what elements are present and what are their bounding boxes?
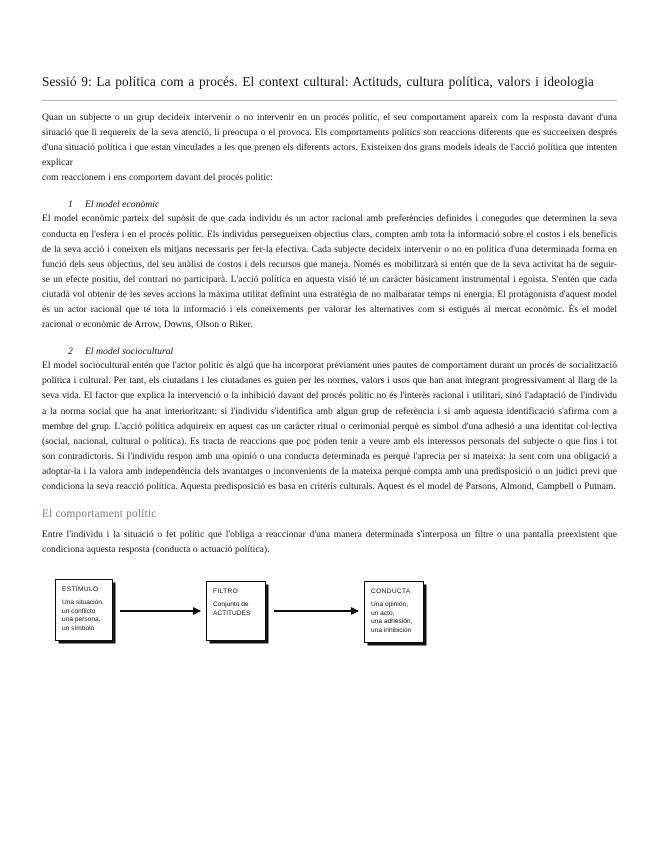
spacer xyxy=(42,185,617,199)
diagram-box-estimulo-line-1: Una situación, xyxy=(62,599,104,607)
model-2-heading xyxy=(42,346,617,357)
model-2-body: El model sociocultural entén que l'actor polític és algú que ha incorporat prèviament unes pautes de comportament durant un procés de socialització política i cultural. Per tant, els ciutadans i les ciutadanes es guien per les normes, valors i usos que han anat integrant progressivament al llarg de la seva vida. El factor que explica la intervenció o la inhibició davant del procés polític no és l'interès racional i utilitari, sinó l'adaptació de l'individu a la norma social que ha anat interioritzant: si l'individu s'identifica amb algun grup de referència i si amb aquesta identificació s'afirma com a membre del grup. L'acció política adquireix en aquest cas un caràcter ritual o cerimonial perquè es símbol d'una adhesió a una identitat col·lectiva (social, nacional, cultural o política). Es tracta de reaccions que poc poden tenir a veure amb els interessos personals del subjecte o que fins i tot son contradictoris. Si l'individu respon amb una opinió o una conducta determinada es perquè l'aprecia per si mateixa: la sent com una obligació a adoptar-la i la valora amb independència dels avantatges o inconvenients de la mateixa perquè compta amb una predisposició o un judici previ que condiciona la seva reacció política. Aquesta predisposició es basa en criteris culturals. Aquest és el model de Parsons, Almond, Campbell o Putnam. xyxy=(42,360,617,492)
model-1-number: 1 xyxy=(68,199,73,211)
list-item xyxy=(42,332,617,494)
diagram-box-conducta-line-3: una adhesión, xyxy=(371,618,413,626)
model-1-heading-label: El model econòmic xyxy=(85,199,160,211)
title-divider xyxy=(42,100,617,101)
diagram-box-filtro xyxy=(206,581,266,641)
diagram-arrow-right-icon xyxy=(120,610,200,611)
diagram-box-estimulo-line-3: una persona, xyxy=(62,616,101,624)
diagram-box-estimulo-line-4: un símbolo xyxy=(62,625,95,633)
diagram-box-conducta-line-1: Una opinión, xyxy=(371,601,409,609)
intro-paragraph: Quan un subjecte o un grup decideix intervenir o no intervenir en un procés polític, el seu comportament apareix com la resposta davant d'una situació que li requereix de la seva atenció, li preocupa o el provoca. Els comportaments polítics son reaccions diferents que es succeeixen després d'una situació política i que estan vinculades a les que prenen els diferents actors. Existeixen dos grans models ideals de l'acció política que intenten explicar xyxy=(42,112,617,169)
diagram-box-estimulo-title: ESTÍMULO xyxy=(62,586,99,594)
model-2-heading-label: El model sociocultural xyxy=(85,346,174,358)
spacer xyxy=(42,332,617,346)
list-item xyxy=(42,199,617,332)
diagram-box-estimulo-line-2: un conflicto xyxy=(62,607,96,615)
spacer xyxy=(42,520,617,527)
diagram-box-filtro-title: FILTRO xyxy=(213,588,239,596)
model-1-heading xyxy=(42,199,617,210)
process-diagram xyxy=(42,575,617,671)
model-1-body: El model econòmic parteix del supòsit de que cada individu és un actor racional amb preferències definides i conegudes que determinen la seva conducta en l'esfera i en el procés polític. Els individus persegueixen objectius clars, compten amb tota la informació sobre el costos i els beneficis de la seva acció i coneixen els mitjans necessaris per fer-la efectiva. Cada subjecte decideix intervenir o no en política d'una determinada forma en funció dels seus objectius, del seu anàlisi de costos i dels recursos que maneja. Només es mobilitzarà si entén que de la seva activitat ha de seguir-se un efecte positiu, del contrari no participarà. L'acció política en aquesta visió té un caràcter bàsicament instrumental i egoista. S'entén que cada ciutadà vol obtenir de les seves accions la màxima utilitat definint una estratègia de no malbaratar temps ni energia. El protagonista d'aquest model és un actor racional que té tota la informació i els coneixements per valorar les alternatives com si estigués al mercat econòmic. És el model racional o econòmic de Arrow, Downs, Olson o Riker. xyxy=(42,213,617,331)
section-heading-comportament: El comportament polític xyxy=(42,508,157,521)
spacer xyxy=(42,494,617,508)
page-title: Sessió 9: La política com a procés. El context cultural: Actituds, cultura política, valors i ideologia xyxy=(42,74,594,89)
diagram-box-conducta-line-4: una inhibición xyxy=(371,627,412,635)
models-list xyxy=(42,199,617,494)
diagram-box-filtro-line-2: ACTITUDES xyxy=(213,609,251,617)
diagram-box-conducta-title: CONDUCTA xyxy=(371,588,411,596)
diagram-box-filtro-line-1: Conjunto de xyxy=(213,601,249,609)
diagram-box-conducta xyxy=(364,581,424,643)
diagram-box-estimulo xyxy=(55,579,113,641)
diagram-box-conducta-line-2: un acto, xyxy=(371,609,395,617)
model-2-number: 2 xyxy=(68,346,73,358)
diagram-arrow-right-icon xyxy=(274,610,358,611)
intro-paragraph-tail: com reaccionem i ens comportem davant del procés polític: xyxy=(42,172,273,184)
section-paragraph: Entre l'individu i la situació o fet polític que l'obliga a reaccionar d'una manera determinada s'interposa un filtre o una pantalla preexistent que condiciona aquesta resposta (conducta o actuació política). xyxy=(42,529,617,556)
